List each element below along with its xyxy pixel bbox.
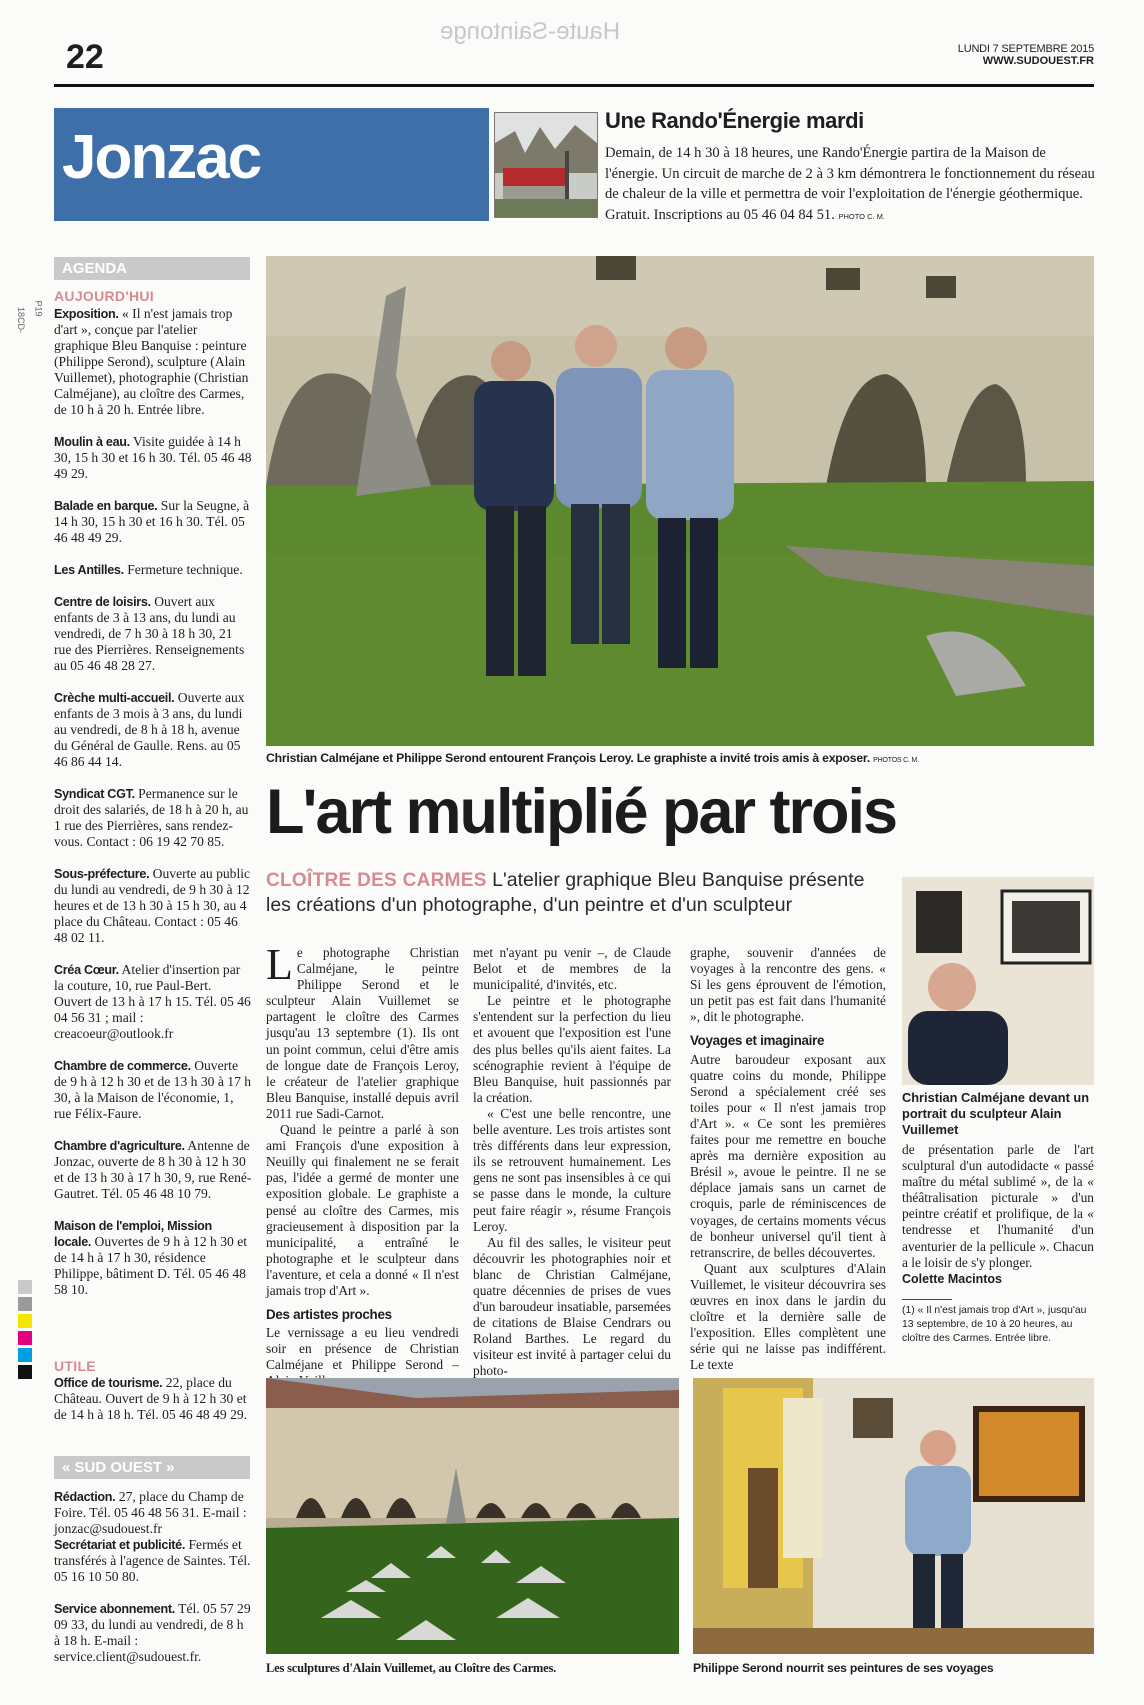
subheading: Des artistes proches <box>266 1307 392 1323</box>
agenda-heading: AUJOURD'HUI <box>54 288 154 304</box>
agenda-item: Exposition. « Il n'est jamais trop d'art », conçue par l'atelier graphique Bleu Banquise : peinture (Philippe Serond), sculpture (Alain Vuillemet), photographie (Christian Calméjane), au cloître des Carmes, de 10 h à 20 h. Entrée libre. <box>54 306 249 417</box>
paragraph: Quand le peintre a parlé à son ami François d'une exposition à Neuilly qui finalement ne se ferait pas, l'idée a germé de monter une exposition globale. Le graphiste a pensé au cloître des Carmes, mis gracieusement à disposition par la municipalité, a entraîné le photographe et le sculpteur dans l'aventure, et cela a donné « Il n'est jamais trop d'Art ». <box>266 1122 459 1298</box>
agenda-item: Syndicat CGT. Permanence sur le droit des salariés, de 18 h à 20 h, au 1 rue des Pierrières, sans rendez-vous. Contact : 06 19 42 70 85. <box>54 786 249 849</box>
utile-item: Office de tourisme. 22, place du Château. Ouvert de 9 h à 12 h 30 et de 14 h à 18 h. Tél. 05 46 48 49 29. <box>54 1375 248 1422</box>
painter-photo <box>693 1378 1094 1654</box>
paragraph: Autre baroudeur exposant aux quatre coins du monde, Philippe Serond a spécialement créé ses toiles pour « Il n'est jamais trop d'Art ». « Ce sont les premières faites pour me remettre en bouche après ma dernière exposition au Brésil », avoue le peintre. Il ne se déplace jamais sans un carnet de croquis, parle de réminiscences de voyages, de certains moments vécus de bonheur universel qu'il tient à retranscrire, de belles découvertes. <box>690 1051 886 1260</box>
photo-credit: PHOTOS C. M. <box>873 757 919 764</box>
paragraph: Le vernissage a eu lieu vendredi soir en présence de Christian Calméjane et Philippe Serond – <box>266 1325 459 1373</box>
agenda-item: Crèche multi-accueil. Ouverte aux enfants de 3 mois à 3 ans, du lundi au vendredi, de 8 h à 18 h, avenue du Général de Gaulle. Rens. au 05 46 86 44 14. <box>54 690 245 769</box>
agenda-item: Chambre d'agriculture. Antenne de Jonzac, ouverte de 8 h 30 à 12 h 30 et de 13 h 30 à 17 h 30, 9, rue René-Gautret. Tél. 05 46 48 10 79. <box>54 1138 252 1201</box>
color-bar-1 <box>18 1280 32 1294</box>
brief-title: Une Rando'Énergie mardi <box>605 108 864 133</box>
person-left <box>474 341 554 676</box>
section-title: Jonzac <box>62 123 261 192</box>
kicker: CLOÎTRE DES CARMES <box>266 870 487 891</box>
agenda-item: Créa Cœur. Atelier d'insertion par la couture, 10, rue Paul-Bert. Ouvert de 13 h à 17 h 15. Tél. 05 46 04 56 31 ; mail : creacoeur@outlook.fr <box>54 962 251 1041</box>
main-photo <box>266 256 1094 746</box>
main-photo-caption: Christian Calméjane et Philippe Serond entourent François Leroy. Le graphiste a invité trois amis à exposer. PHOTOS C. M. <box>266 751 919 765</box>
margin-mark-2: 18CD- <box>16 306 27 334</box>
page-number: 22 <box>66 38 104 76</box>
paragraph: Au fil des salles, le visiteur peut découvrir les photographies noir et blanc de Christian Calméjane, quatre décennies de prises de vues d'un baroudeur insatiable, parsemées de citations de Blaise Cendrars ou Roland Barthes. Le regard du visiteur est invité à partager celui du photo- <box>473 1234 671 1379</box>
footnote-rule <box>902 1299 952 1300</box>
issue-date: LUNDI 7 SEPTEMBRE 2015 <box>957 43 1094 55</box>
paragraph: met n'ayant pu venir –, de Claude Belot et de membres de la municipalité, d'invités, etc. <box>473 945 671 993</box>
standfirst: CLOÎTRE DES CARMES L'atelier graphique Bleu Banquise présente les créations d'un photographe, d'un peintre et d'un sculpteur <box>266 869 865 916</box>
subheading: Voyages et imaginaire <box>690 1033 825 1049</box>
color-bar-6 <box>18 1365 32 1379</box>
sudouest-banner: « SUD OUEST » <box>54 1456 250 1479</box>
painter-caption: Philippe Serond nourrit ses peintures de ses voyages <box>693 1661 994 1675</box>
utile-heading: UTILE <box>54 1358 96 1374</box>
agenda-item: Chambre de commerce. Ouverte de 9 h à 12 h 30 et de 13 h 30 à 17 h 30, à la Maison de l'économie, 1, rue Félix-Faure. <box>54 1058 252 1121</box>
agenda-item: Balade en barque. Sur la Seugne, à 14 h 30, 15 h 30 et 16 h 30. Tél. 05 46 48 49 29. <box>54 498 250 545</box>
article-col-3 <box>690 945 886 1373</box>
contact-item: Rédaction. 27, place du Champ de Foire. Tél. 05 46 48 56 31. E-mail : jonzac@sudouest.fr <box>54 1489 247 1536</box>
color-bar-3 <box>18 1314 32 1328</box>
margin-mark-p19: P19 <box>33 300 44 317</box>
paragraph: de présentation parle de l'art sculptural d'un autodidacte « passé maître du métal sublimé », de la « théâtralisation picturale » d'un peintre créatif et prolifique, de la « tendresse et l'humanité d'un aventurier de la pellicule ». Chacun a le loisir de s'y plonger. <box>902 1142 1094 1270</box>
sudouest-list <box>54 1489 252 1681</box>
section-header <box>54 108 489 221</box>
paragraph: « C'est une belle rencontre, une belle aventure. Les trois artistes sont très différents dans leur expression, ils se retrouvent humainement. Les gens ne sont pas insensibles à ce qui se passe dans le monde, la culture peut faire réagir », résume François Leroy. <box>473 1105 671 1234</box>
paragraph: Le photographe Christian Calméjane, le peintre Philippe Serond et le sculpteur Alain Vuillemet se partagent le cloître des Carmes jusqu'au 13 septembre (1). Ils ont un point commun, celui d'être amis de longue date de François Leroy, le créateur de l'atelier graphique Bleu Banquise, installé depuis avril 2011 rue Sadi-Carnot. <box>266 940 459 1121</box>
agenda-item: Centre de loisirs. Ouvert aux enfants de 3 à 13 ans, du lundi au vendredi, de 7 h 30 à 18 h 30, 21 rue des Pierrières. Renseignements au 05 46 48 28 27. <box>54 594 245 673</box>
utile-list <box>54 1375 252 1439</box>
brief-body: Demain, de 14 h 30 à 18 heures, une Rando'Énergie partira de la Maison de l'énergie. Un circuit de marche de 2 à 3 km démontrera le fonctionnement du réseau de chaleur de la ville et permettra de voir l'exploitation de l'énergie géothermique. Gratuit. Inscriptions au 05 46 04 84 51. PHOTO C. M. <box>605 145 1095 223</box>
color-bar-5 <box>18 1348 32 1362</box>
courtyard-caption: Les sculptures d'Alain Vuillemet, au Cloître des Carmes. <box>266 1661 557 1675</box>
color-bar-2 <box>18 1297 32 1311</box>
site-url[interactable]: WWW.SUDOUEST.FR <box>982 55 1094 67</box>
paragraph: Quant aux sculptures d'Alain Vuillemet, le visiteur découvrira ses œuvres en inox dans le jardin du cloître et la dernière salle de l'exposition. Elles complètent une série qui ne laisse pas indifférent. Le texte <box>690 1260 886 1373</box>
paragraph: graphe, souvenir d'années de voyages à la rencontre des gens. « Si les gens éprouvent de l'émotion, un petit pas est fait dans l'humanité », dit le photographe. <box>690 945 886 1025</box>
portrait-photo <box>902 877 1094 1085</box>
drop-cap: L <box>266 940 293 989</box>
headline: L'art multiplié par trois <box>266 777 897 847</box>
contact-item: Service abonnement. Tél. 05 57 29 09 33, du lundi au vendredi, de 8 h à 18 h. E-mail : service.client@sudouest.fr. <box>54 1601 251 1664</box>
color-bar-4 <box>18 1331 32 1345</box>
footnote: (1) « Il n'est jamais trop d'Art », jusqu'au 13 septembre, de 10 à 20 heures, au cloître des Carmes. Entrée libre. <box>902 1304 1087 1344</box>
courtyard-photo <box>266 1378 679 1654</box>
paragraph: Le peintre et le photographe s'entendent sur la perfection du lieu et avouent que l'exposition est l'une des plus belles qu'ils aient faites. La scénographie revient à l'équipe de Bleu Banquise, huit passionnés par la création. <box>473 993 671 1105</box>
agenda-list <box>54 306 252 1314</box>
article-col-4 <box>902 1142 1094 1346</box>
agenda-item: Sous-préfecture. Ouverte au public du lundi au vendredi, de 9 h 30 à 12 heures et de 13 h 30 à 15 h 30, au 4 place du Château. Contact : 05 46 48 02 11. <box>54 866 251 945</box>
byline: Colette Macintos <box>902 1271 1003 1286</box>
mirrored-header: Haute-Saintonge <box>440 18 621 45</box>
agenda-item: Les Antilles. Fermeture technique. <box>54 562 243 577</box>
article-col-2 <box>473 945 671 1380</box>
masthead-rule <box>54 84 1094 87</box>
agenda-item: Moulin à eau. Visite guidée à 14 h 30, 15 h 30 et 16 h 30. Tél. 05 46 48 49 29. <box>54 434 252 481</box>
brief-credit: PHOTO C. M. <box>838 211 886 221</box>
agenda-item: Maison de l'emploi, Mission locale. Ouvertes de 9 h à 12 h 30 et de 14 h à 17 h 30, résidence Philippe, bâtiment D. Tél. 05 46 48 58 10. <box>54 1219 248 1297</box>
article-col-1 <box>266 940 459 1390</box>
contact-item: Secrétariat et publicité. Fermés et transférés à l'agence de Saintes. Tél. 05 16 10 50 80. <box>54 1537 251 1584</box>
agenda-banner: AGENDA <box>54 257 250 280</box>
portrait-caption: Christian Calméjane devant un portrait du sculpteur Alain Vuillemet <box>902 1090 1090 1137</box>
brief-photo <box>494 112 598 218</box>
